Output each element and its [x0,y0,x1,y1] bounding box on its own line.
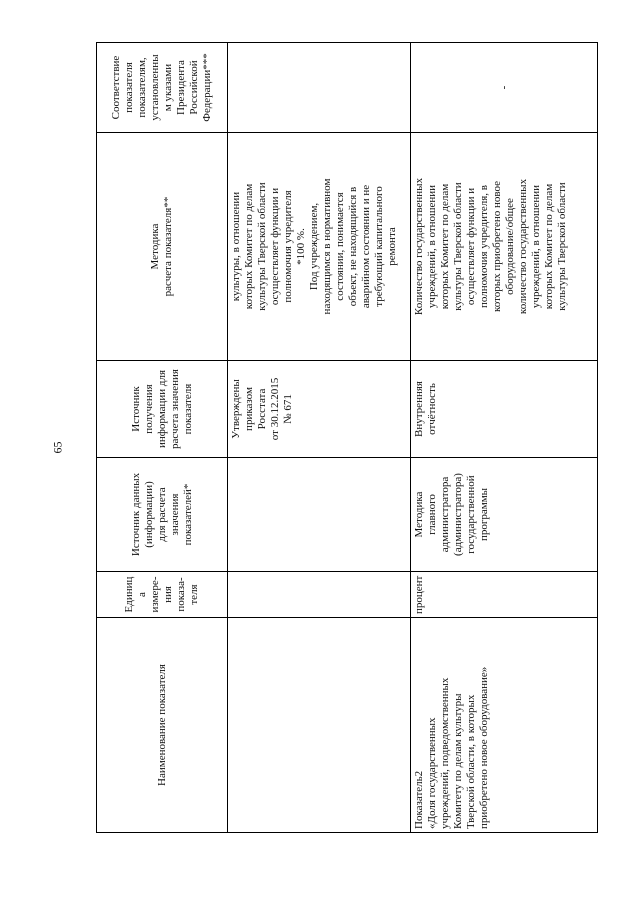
text-line: которых Комитет по делам [543,183,555,310]
text-line: оборудование/общее [504,198,516,295]
text-line: Источник данных [129,472,142,557]
text-line: Комитету по делам культуры [452,693,464,829]
text-line: показателям, [136,57,148,118]
text-line: отчётность [426,383,438,435]
text-line: состоянии, понимается [334,192,346,301]
text-line: Российской [188,60,200,115]
cell-name [228,618,411,833]
indicator-table [96,42,598,833]
text-line: Единица [123,576,148,613]
text-line: Тверской области, в которых [465,694,477,829]
cell-data-source [228,458,411,572]
text-line: культуры Тверской области [452,182,464,311]
text-line: показа- [175,577,187,612]
cell-unit [228,572,411,618]
text-line: осуществляет функции и [465,187,477,306]
text-line: теля [188,584,200,605]
text-line: администратора [439,476,451,553]
text-line: полномочия учредителя, в [478,185,490,308]
text-line: культуры, в отношении [230,191,242,302]
text-line: Методика [149,223,161,270]
text-line: информации для [155,369,168,449]
text-line: (информации) [142,481,155,548]
header-data-source [97,458,228,572]
header-info-source [97,361,228,458]
text-line: аварийном состоянии и не [360,184,372,309]
text-line: ния [162,586,174,603]
cell-info-source [228,361,411,458]
text-line: находящимся в нормативном [321,178,333,315]
text-line: учреждений, в отношении [530,184,542,309]
text-line: требующий капитального [373,186,385,307]
text-line: ремонта [386,227,398,266]
table-row [411,43,598,833]
table-header-row [97,43,228,833]
text-line: показателя [181,383,194,435]
text-line: расчета показателя** [162,196,174,297]
text-line: объект, не находящийся в [347,186,359,307]
text-line: Соответствие [110,55,122,120]
header-unit [97,572,228,618]
cell-info-source [411,361,598,458]
cell-data-source [411,458,598,572]
table-row [228,43,411,833]
text-line: Росстата [256,388,268,430]
text-line: - [497,85,510,90]
text-line: приказом [243,387,255,431]
header-indicator-name: Наименование показателя [97,618,228,833]
text-line: значения [168,493,181,536]
text-line: расчета значения [168,369,181,449]
text-line: культуры Тверской области [256,182,268,311]
text-line: от 30.12.2015 [269,377,281,441]
text-line: которых Комитет по делам [439,183,451,310]
text-line: № 671 [282,394,294,424]
text-line: учреждений, подведомственных [439,677,451,829]
header-method [97,133,228,361]
text-line: измере- [149,576,161,613]
text-line: Утверждены [230,379,242,439]
text-line: количество государственных [517,178,529,315]
text-line: осуществляет функции и [269,187,281,306]
text-line: м указами [162,63,174,112]
document-table-area [96,43,568,833]
text-line: установленны [149,54,161,121]
text-line: (администратора) [452,473,464,556]
text-line: Методика [413,491,425,538]
text-line: Источник [129,386,142,432]
header-correspondence [97,43,228,133]
cell-name [411,618,598,833]
cell-correspondence [228,43,411,133]
text-line: Внутренняя [413,381,425,437]
text-line: получения [142,384,155,434]
text-line: процент [413,575,425,614]
text-line: Президента [175,60,187,115]
text-line: Под учреждением, [308,202,320,291]
text-line: Количество государственных [413,177,425,316]
text-line: которых приобретено новое [491,180,503,313]
text-line: Федерации*** [201,53,213,122]
text-line: программы [478,487,490,542]
text-line: которых Комитет по делам [243,183,255,310]
cell-correspondence [411,43,598,133]
text-line: главного [426,494,438,535]
text-line: для расчета [155,487,168,542]
text-line: полномочия учредителя [282,190,294,303]
text-line: государственной [465,475,477,554]
text-line: приобретено новое оборудование» [478,666,490,829]
text-line: показателя [123,62,135,113]
text-line: «Доля государственных [426,717,438,829]
text-line: *100 %. [295,228,307,265]
text-line: Показатель2 [413,770,425,829]
cell-method [228,133,411,361]
page-number: 65 [50,441,65,454]
cell-method [411,133,598,361]
cell-unit [411,572,598,618]
text-line: учреждений, в отношении [426,184,438,309]
text-line: культуры Тверской области [556,182,568,311]
text-line: показателей* [181,483,194,546]
